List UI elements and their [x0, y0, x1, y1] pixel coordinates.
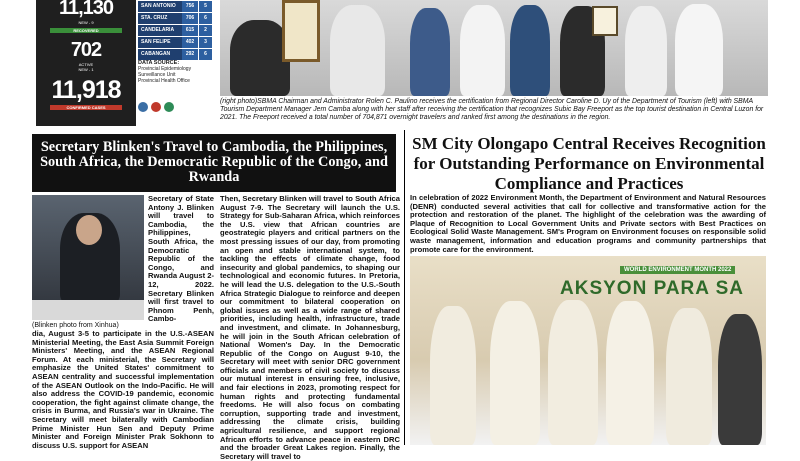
table-row: SAN FELIPE 402 3 — [138, 37, 212, 48]
sbma-photo — [220, 0, 768, 96]
table-row: SAN ANTONIO 756 5 — [138, 1, 212, 12]
covid-stats-panel — [36, 0, 136, 126]
blinken-headline: Secretary Blinken's Travel to Cambodia, the Philippines, South Africa, the Democratic Republic of the Congo, and Rwanda — [32, 134, 396, 192]
column-divider — [404, 130, 405, 445]
certificate-image — [592, 6, 618, 36]
banner-big-text: AKSYON PARA SA — [560, 278, 744, 299]
confirmed-label: CONFIRMED CASES — [50, 105, 122, 110]
blinken-photo-caption: (Blinken photo from Xinhua) — [32, 322, 119, 329]
confirmed-count: 11,918 — [51, 76, 121, 104]
active-count: 702 — [70, 39, 102, 61]
environment-award-photo — [410, 256, 766, 445]
data-source: DATA SOURCE: Provincial Epidemiology Surveillance Unit Provincial Health Office — [138, 60, 212, 112]
sm-headline: SM City Olongapo Central Receives Recognition for Outstanding Performance on Environmental Compliance and Practices — [412, 134, 766, 193]
sm-body: In celebration of 2022 Environment Month, the Department of Environment and Natural Resources (DENR) conducted several activities that call for collective and transformative action for the protection and restoration of the planet. The highlight of the celebration was the awarding of Plaque of Recognition to Local Government Units and Private sectors with Best Practices on Ecological Solid Waste Management. SM's Program on Environment focuses on responsible solid waste management, information and education programs and community partnerships that promote care for the environment. — [410, 193, 766, 254]
blinken-body-col2: Then, Secretary Blinken will travel to South Africa August 7-9. The Secretary will launch the U.S. Strategy for Sub-Saharan Africa, which reinforces the U.S. view that African countries are geostrategic players and critical partners on the most pressing issues of our day, from promoting an open and stable international system, to tackling the effects of climate change, food insecurity and global pandemics, to shaping our technological and economic futures. In Pretoria, he will lead the U.S. delegation to the U.S.-South Africa Strategic Dialogue to reinforce and deepen our commitment to bilateral cooperation on global issues as well as a wide range of shared priorities, including health, infrastructure, trade and investment, and climate. In Johannesburg, he will join in the South African celebration of National Women's Day. In the Democratic Republic of the Congo on August 9-10, the Secretary will meet with senior DRC government officials and members of civil society to discuss our mutual interest in ensuring free, inclusive, and fair elections in 2023, promoting respect for human rights and protecting fundamental freedoms. He will also focus on combating corruption, supporting trade and investment, addressing the climate crisis, building agricultural resilience, and support regional African efforts to advance peace in eastern DRC and the broader Great Lakes region. Finally, the Secretary will travel to — [220, 194, 400, 461]
agency-logos — [138, 102, 212, 112]
blinken-body-col1-bottom: dia, August 3-5 to participate in the U.S.-ASEAN Ministerial Meeting, the East Asia Summit Foreign Ministers' Meeting, and the ASEAN Regional Forum. At each ministerial, the Secretary will emphasize the United States' commitment to ASEAN centrality and successful implementation of the ASEAN Outlook on the Indo-Pacific. He will also address the COVID-19 pandemic, economic cooperation, the fight against climate change, the crisis in Burma, and Russia's war in Ukraine. The Secretary will meet bilaterally with Cambodian Prime Minister Hun Sen and Deputy Prime Minister and Foreign Minister Prak Sokhonn to discuss U.S. support for ASEAN — [32, 329, 214, 450]
agency-seal-icon — [138, 102, 148, 112]
recovered-count: 11,130 — [58, 0, 114, 19]
active-new: NEW - 1 — [78, 67, 94, 72]
recovered-label: RECOVERED — [50, 28, 122, 33]
town-cases-table — [138, 0, 212, 60]
desk — [32, 300, 144, 320]
recovered-new: NEW - 9 — [78, 20, 94, 25]
agency-seal-icon — [164, 102, 174, 112]
active-label: ACTIVE — [78, 62, 94, 67]
page-margin — [768, 0, 800, 445]
table-row: STA. CRUZ 706 6 — [138, 13, 212, 24]
sbma-photo-caption: (right photo)SBMA Chairman and Administrator Rolen C. Paulino receives the certification from Regional Director Caroline D. Uy of the Department of Tourism (left) with SBMA Tourism Department Manager Jem Camba along with her staff after receiving the certification that recognizes Subic Bay Freeport as the top tourist destination in Central Luzon for 2021. The Freeport received a total number of 704,871 overnight travelers and ranked first among the destinations in the region. — [220, 98, 764, 121]
banner-small-text: WORLD ENVIRONMENT MONTH 2022 — [620, 266, 735, 274]
table-row: CABANGAN 292 6 — [138, 49, 212, 60]
certificate-image — [282, 0, 320, 62]
agency-seal-icon — [151, 102, 161, 112]
blinken-body-col1-top: Secretary of State Antony J. Blinken will travel to Cambodia, the Philippines, South Africa, the Democratic Republic of the Congo, and Rwanda August 2-12, 2022. Secretary Blinken will first travel to Phnom Penh, Cambo- — [148, 194, 214, 324]
table-row: CANDELARIA 615 2 — [138, 25, 212, 36]
blinken-photo — [32, 195, 144, 320]
face — [76, 215, 102, 245]
